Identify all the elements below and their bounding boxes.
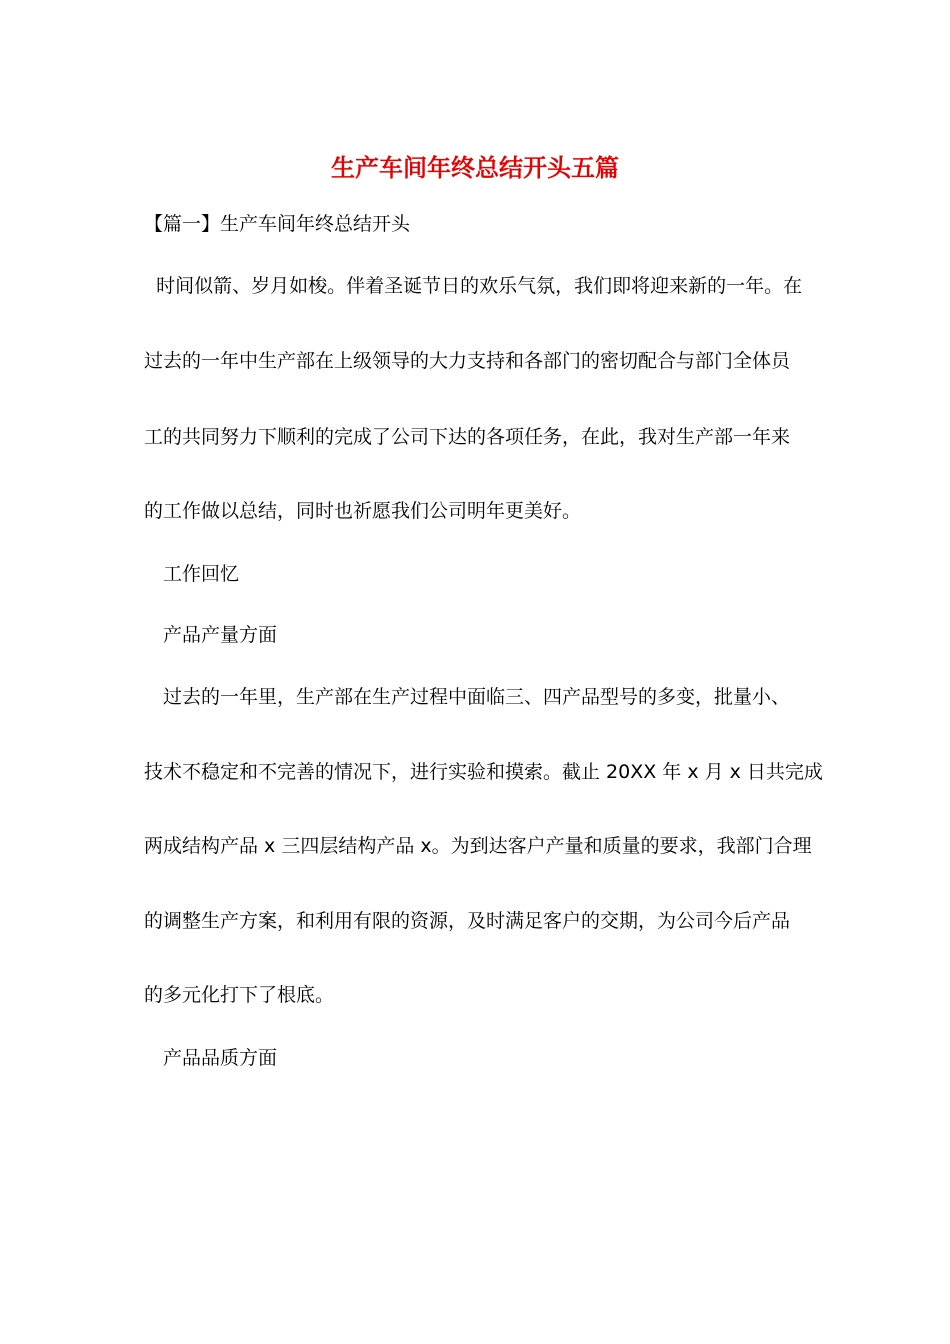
paragraph-line: 两成结构产品 x 三四层结构产品 x。为到达客户产量和质量的要求，我部门合理 — [144, 835, 812, 857]
paragraph-line: 过去的一年里，生产部在生产过程中面临三、四产品型号的多变，批量小、 — [163, 686, 791, 708]
paragraph-line: 的多元化打下了根底。 — [144, 984, 335, 1006]
section-heading: 【篇一】生产车间年终总结开头 — [144, 213, 411, 235]
paragraph-line: 的工作做以总结，同时也祈愿我们公司明年更美好。 — [144, 500, 582, 522]
subheading: 产品品质方面 — [163, 1047, 278, 1069]
paragraph-line: 技术不稳定和不完善的情况下，进行实验和摸索。截止 20XX 年 x 月 x 日共完成 — [144, 761, 823, 783]
paragraph-line: 的调整生产方案，和利用有限的资源，及时满足客户的交期，为公司今后产品 — [144, 910, 791, 932]
paragraph-line: 工的共同努力下顺利的完成了公司下达的各项任务，在此，我对生产部一年来 — [144, 426, 791, 448]
document-title: 生产车间年终总结开头五篇 — [331, 154, 619, 182]
paragraph-line: 过去的一年中生产部在上级领导的大力支持和各部门的密切配合与部门全体员 — [144, 350, 791, 372]
subheading: 工作回忆 — [163, 563, 240, 585]
paragraph-line: 时间似箭、岁月如梭。伴着圣诞节日的欢乐气氛，我们即将迎来新的一年。在 — [144, 275, 803, 297]
subheading: 产品产量方面 — [163, 624, 278, 646]
